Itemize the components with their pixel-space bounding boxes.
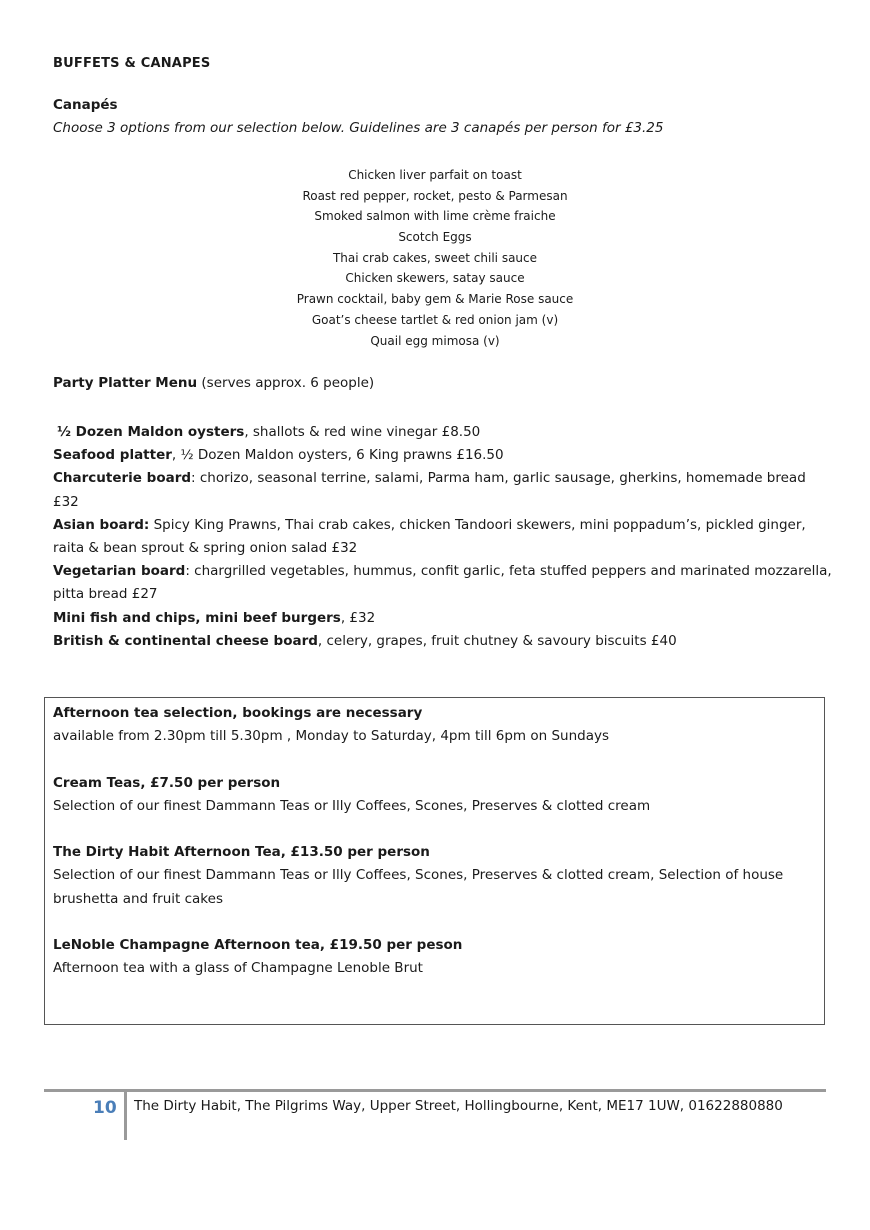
tea-option-name-text: The Dirty Habit Afternoon Tea, £13.50 per person — [53, 844, 430, 861]
tea-option-name-text: Cream Teas, £7.50 per person — [53, 774, 281, 791]
platter-name: Asian board: — [53, 516, 150, 533]
platter-item — [53, 444, 833, 467]
canape-item: Goat’s cheese tartlet & red onion jam (v) — [311, 312, 559, 327]
platter-desc: : chargrilled vegetables, hummus, confit garlic, feta stuffed peppers and marinated mozzarella, pitta bread £27 — [53, 563, 832, 603]
canape-item: Prawn cocktail, baby gem & Marie Rose sauce — [296, 292, 574, 307]
platter-item — [53, 607, 833, 630]
platter-desc: , celery, grapes, fruit chutney & savoury biscuits £40 — [317, 632, 677, 649]
platter-item — [53, 560, 833, 606]
platter-item — [53, 421, 833, 444]
footer-vertical-divider — [124, 1092, 127, 1140]
platter-name: Vegetarian board — [53, 563, 186, 580]
afternoon-tea-availability: available from 2.30pm till 5.30pm , Monday to Saturday, 4pm till 6pm on Sundays — [53, 728, 610, 745]
tea-option-desc: Afternoon tea with a glass of Champagne Lenoble Brut — [53, 960, 423, 977]
party-platter-subtitle: (serves approx. 6 people) — [197, 375, 375, 391]
canapes-intro: Choose 3 options from our selection below. Guidelines are 3 canapés per person for £3.25 — [53, 120, 664, 136]
platter-item — [53, 514, 833, 560]
platter-name: Seafood platter — [53, 447, 172, 464]
platter-name: Mini fish and chips, mini beef burgers — [53, 609, 341, 626]
afternoon-tea-title-text: Afternoon tea selection, bookings are necessary — [53, 705, 423, 721]
party-platter-heading — [53, 375, 374, 391]
footer-divider — [44, 1089, 826, 1092]
tea-option-desc: Selection of our finest Dammann Teas or Illy Coffees, Scones, Preserves & clotted cream — [53, 797, 651, 814]
afternoon-tea-box — [44, 697, 825, 1025]
canape-item: Scotch Eggs — [398, 230, 472, 245]
platter-desc: , £32 — [340, 609, 376, 626]
platter-name: ½ Dozen Maldon oysters — [57, 424, 245, 440]
footer-address: The Dirty Habit, The Pilgrims Way, Upper Street, Hollingbourne, Kent, ME17 1UW, 01622880880 — [134, 1098, 783, 1114]
platter-item — [53, 630, 833, 653]
tea-option-name — [53, 841, 813, 864]
platter-item — [53, 467, 833, 513]
canape-item: Smoked salmon with lime crème fraiche — [314, 209, 556, 224]
canape-item: Quail egg mimosa (v) — [370, 333, 500, 348]
tea-option-name-text: LeNoble Champagne Afternoon tea, £19.50 per peson — [53, 936, 463, 953]
canape-item: Thai crab cakes, sweet chili sauce — [332, 250, 538, 265]
tea-option-name — [53, 934, 813, 957]
afternoon-tea-content — [53, 702, 813, 980]
afternoon-tea-title — [53, 702, 813, 725]
platter-name: British & continental cheese board — [53, 632, 318, 649]
section-heading: BUFFETS & CANAPES — [53, 56, 211, 71]
party-platter-title: Party Platter Menu — [53, 375, 198, 391]
platter-desc: Spicy King Prawns, Thai crab cakes, chicken Tandoori skewers, mini poppadum’s, pickled ginger, raita & bean sprout & spring onion salad £32 — [53, 516, 806, 557]
platter-list — [53, 421, 833, 653]
tea-option-name — [53, 772, 813, 795]
canape-item: Roast red pepper, rocket, pesto & Parmesan — [302, 188, 568, 203]
platter-name: Charcuterie board — [53, 470, 192, 487]
platter-desc: : chorizo, seasonal terrine, salami, Parma ham, garlic sausage, gherkins, homemade bread £32 — [53, 470, 806, 510]
platter-desc: , shallots & red wine vinegar £8.50 — [244, 424, 481, 440]
platter-desc: , ½ Dozen Maldon oysters, 6 King prawns £16.50 — [171, 447, 504, 464]
spacer — [53, 911, 813, 934]
page-number: 10 — [93, 1098, 117, 1118]
canapes-title: Canapés — [53, 97, 118, 113]
canape-list — [0, 165, 870, 351]
canape-item: Chicken liver parfait on toast — [348, 168, 522, 182]
canape-item: Chicken skewers, satay sauce — [345, 271, 525, 286]
spacer — [53, 818, 813, 841]
tea-option-desc: Selection of our finest Dammann Teas or Illy Coffees, Scones, Preserves & clotted cream, Selection of house brushetta and fruit cakes — [53, 867, 784, 907]
spacer — [53, 748, 813, 771]
